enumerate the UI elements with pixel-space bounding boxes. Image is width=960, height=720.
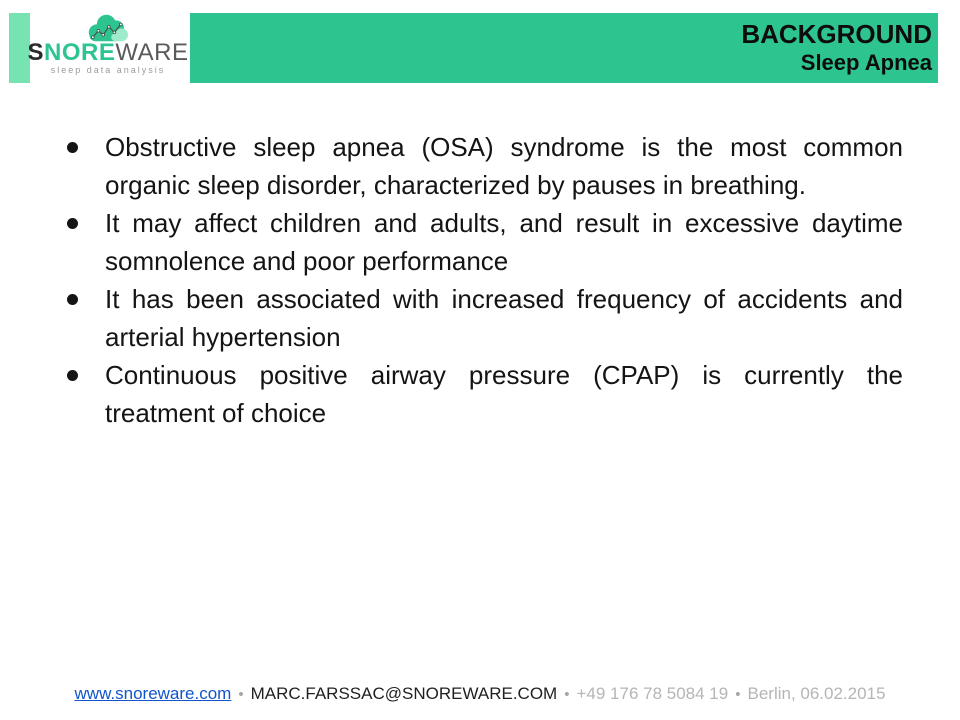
footer-email: MARC.FARSSAC@SNOREWARE.COM	[250, 684, 558, 703]
logo-word-nore: NORE	[44, 39, 116, 66]
footer-location-date: Berlin, 06.02.2015	[747, 684, 886, 703]
slide-subtitle: Sleep Apnea	[800, 50, 932, 75]
footer-separator-icon: •	[238, 686, 244, 703]
bullet-item-affects: It may affect children and adults, and result in excessive daytime somnolence and poor performance	[65, 204, 903, 280]
slide-kicker: BACKGROUND	[741, 19, 932, 49]
footer-separator-icon: •	[564, 686, 570, 703]
footer-phone: +49 176 78 5084 19	[576, 684, 729, 703]
bullet-item-associations: It has been associated with increased frequency of accidents and arterial hypertension	[65, 280, 903, 356]
logo-wordmark	[27, 39, 189, 66]
bullet-item-cpap: Continuous positive airway pressure (CPAP) is currently the treatment of choice	[65, 356, 903, 432]
snoreware-logo	[27, 13, 189, 83]
logo-word-ware: WARE	[115, 39, 189, 66]
bullet-item-osa-definition: Obstructive sleep apnea (OSA) syndrome is the most common organic sleep disorder, characterized by pauses in breathing.	[65, 128, 903, 204]
slide-footer	[0, 684, 960, 704]
logo-word-s: S	[27, 39, 45, 66]
website-link[interactable]: www.snoreware.com	[74, 684, 232, 703]
logo-tagline: sleep data analysis	[50, 65, 166, 75]
bullet-list	[65, 128, 903, 432]
footer-separator-icon: •	[735, 686, 741, 703]
header-title-bar	[190, 13, 938, 83]
